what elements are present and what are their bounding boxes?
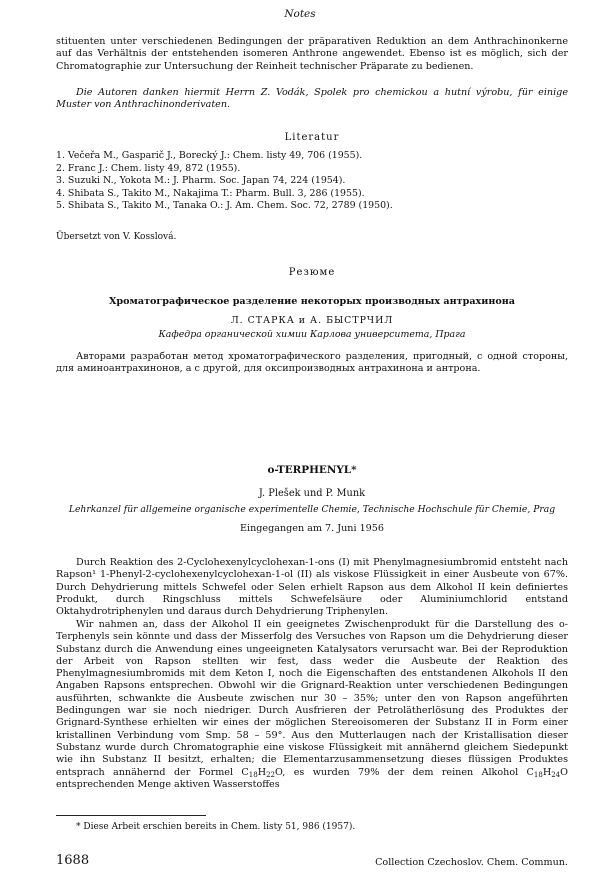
article-paragraph-1: Durch Reaktion des 2-Cyclohexenylcyclohexan-1-ons (I) mit Phenylmagnesiumbromid entsteht nach Rapson¹ 1-Phenyl-2-cyclohexenylcyclohexan-1-ol (II) als viskose Flüssigkeit in einer Ausbeute von 67%. Durch Dehydrierung mittels Schwefel oder Selen erhielt Rapson aus dem Alkohol II kein definiertes Produkt, durch Ringschluss mittels Schwefelsäure oder Aluminiumchlorid entstand Oktahydrotriphenylen und daraus durch Dehydrierung Triphenylen.: [56, 557, 568, 618]
article-affiliation: Lehrkanzel für allgemeine organische experimentelle Chemie, Technische Hochschule für Chemie, Prag: [68, 504, 556, 515]
references-heading: Literatur: [284, 132, 340, 143]
running-title: Notes: [284, 8, 316, 20]
summary-authors: Л. СТАРКА и А. БЫСТРЧИЛ: [230, 315, 394, 326]
received-date: Eingegangen am 7. Juni 1956: [240, 523, 384, 534]
translator-note: Übersetzt von V. Kosslová.: [56, 232, 177, 242]
page-number: 1688: [56, 853, 90, 868]
footnote: * Diese Arbeit erschien bereits in Chem. listy 51, 986 (1957).: [76, 822, 356, 832]
reference-item: 2. Franc J.: Chem. listy 49, 872 (1955).: [56, 162, 241, 174]
reference-item: 5. Shibata S., Takito M., Tanaka O.: J. Am. Chem. Soc. 72, 2789 (1950).: [56, 200, 393, 212]
footnote-rule: [56, 815, 206, 816]
journal-name: Collection Czechoslov. Chem. Commun.: [375, 857, 568, 868]
reference-item: 1. Večeřa M., Gasparič J., Borecký J.: Chem. listy 49, 706 (1955).: [56, 150, 363, 161]
summary-title: Хроматографическое разделение некоторых производных антрахинона: [108, 296, 516, 307]
summary-heading: Резюме: [288, 267, 336, 278]
summary-affiliation: Кафедра органической химии Карлова университета, Прага: [158, 329, 466, 340]
reference-item: 3. Suzuki N., Yokota M.: J. Pharm. Soc. Japan 74, 224 (1954).: [56, 175, 346, 187]
summary-text: Авторами разработан метод хроматографического разделения, пригодный, с одной стороны, для аминоантрахинонов, а с другой, для оксипроизводных антрахинона и антрона.: [56, 351, 568, 375]
references-list: [56, 150, 568, 213]
intro-paragraph: stituenten unter verschiedenen Bedingungen der präparativen Reduktion an dem Anthrachinonkerne auf das Verhältnis der entstehenden isomeren Anthrone angewendet. Ebenso ist es möglich, sich der Chromatographie zur Untersuchung der Reinheit technischer Präparate zu bedienen.: [56, 36, 568, 72]
acknowledgement: Die Autoren danken hiermit Herrn Z. Vodák, Spolek pro chemickou a hutní výrobu, für einige Muster von Anthrachinonderivaten.: [56, 87, 568, 111]
article-authors: J. Plešek und P. Munk: [258, 488, 366, 499]
article-paragraph-2: Wir nahmen an, dass der Alkohol II ein geeignetes Zwischenprodukt für die Darstellung des o-Terphenyls sein könnte und dass der Misserfolg des Versuches von Rapson um die Dehydrierung dieser Substanz durch die Anwendung eines ungeeigneten Katalysators verursacht war. Bei der Reproduktion der Arbeit von Rapson stellten wir fest, dass weder die Ausbeute der Reaktion des Phenylmagnesiumbromids mit dem Keton I, noch die Eigenschaften des entstandenen Alkohols II den Angaben Rapsons entsprechen. Obwohl wir die Grignard-Reaktion unter verschiedenen Bedingungen ausführten, schwankte die Ausbeute zwischen nur 30 – 35%; unter den von Rapson angeführten Bedingungen war sie noch niedriger. Durch Ausfrieren der Petrolätherlösung des Produktes der Grignard-Synthese erhielten wir eines der möglichen Stereoisomeren der Substanz II in Form einer kristallinen Verbindung vom Smp. 58 – 59°. Aus den Mutterlaugen nach der Kristallisation dieser Substanz wurde durch Chromatographie eine viskose Flüssigkeit mit annähernd gleichem Siedepunkt wie ihn Substanz II besitzt, erhalten; die Elementarzusammensetzung dieses flüssigen Produktes entsprach annähernd der Formel $C_{18}H_{22}O$, es wurden 79% der dem reinen Alkohol $C_{18}H_{24}O$ entsprechenden Menge aktiven Wasserstoffes: [56, 619, 568, 790]
reference-item: 4. Shibata S., Takito M., Nakajima T.: Pharm. Bull. 3, 286 (1955).: [56, 187, 365, 199]
article-title: o-TERPHENYL*: [267, 464, 357, 476]
